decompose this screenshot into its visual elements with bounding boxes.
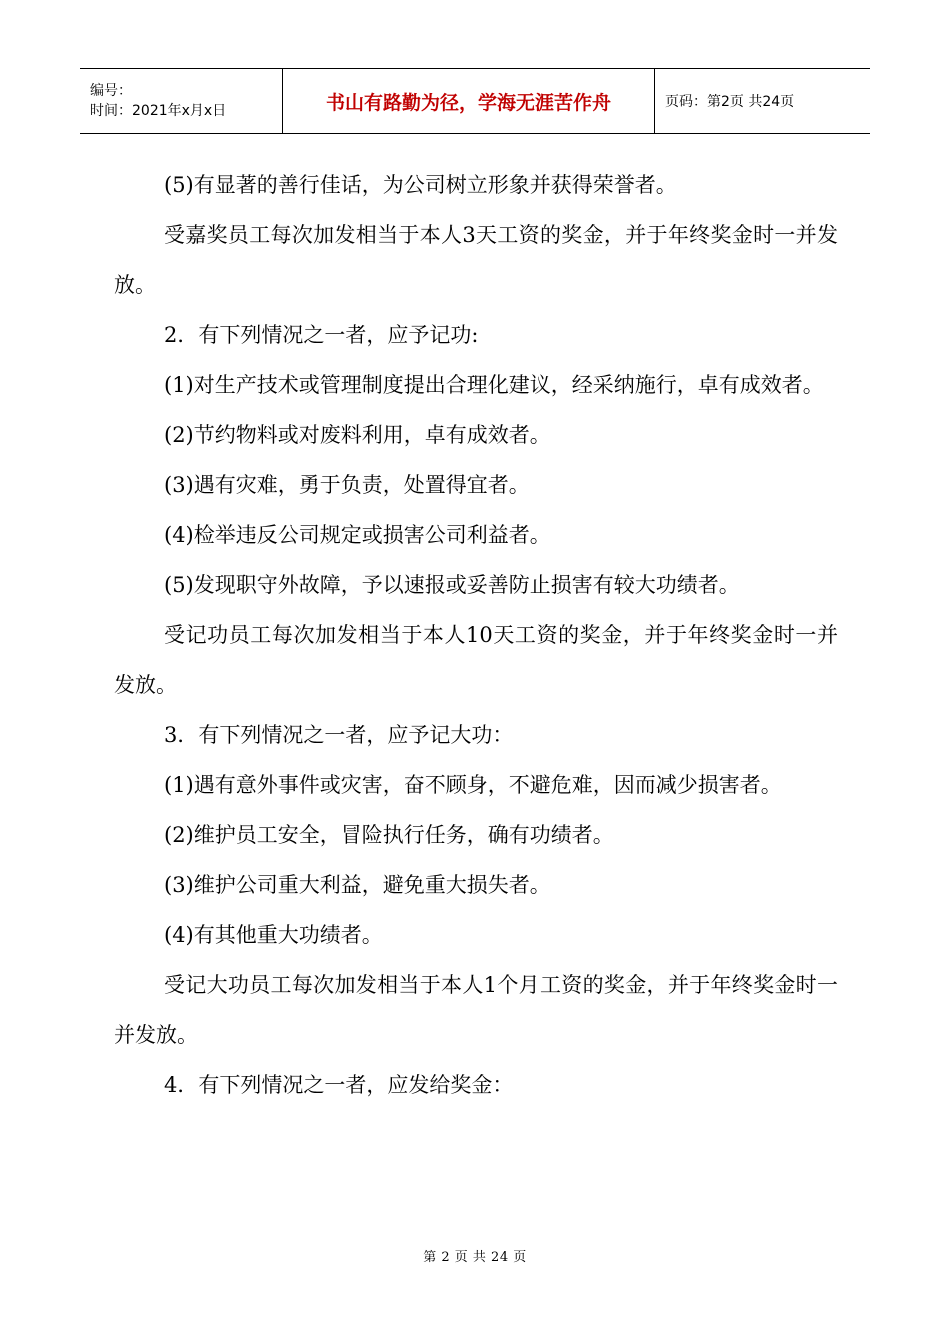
document-body bbox=[114, 160, 838, 1110]
header-motto bbox=[283, 69, 655, 133]
paragraph: 受记功员工每次加发相当于本人10天工资的奖金，并于年终奖金时一并发放。 bbox=[114, 623, 838, 697]
paragraph: 受嘉奖员工每次加发相当于本人3天工资的奖金，并于年终奖金时一并发放。 bbox=[114, 223, 838, 297]
paragraph: (2)维护员工安全，冒险执行任务，确有功绩者。 bbox=[164, 823, 614, 847]
paragraph: (2)节约物料或对废料利用，卓有成效者。 bbox=[164, 423, 551, 447]
paragraph: (4)检举违反公司规定或损害公司利益者。 bbox=[164, 523, 551, 547]
date-label: 时间：2021年x月x日 bbox=[90, 103, 227, 119]
page-header bbox=[80, 68, 870, 134]
footer-page-number: 第 2 页 共 24 页 bbox=[423, 1250, 527, 1265]
serial-number-label: 编号： bbox=[90, 83, 132, 99]
paragraph: (5)有显著的善行佳话，为公司树立形象并获得荣誉者。 bbox=[164, 173, 677, 197]
paragraph: 受记大功员工每次加发相当于本人1个月工资的奖金，并于年终奖金时一并发放。 bbox=[114, 973, 838, 1047]
page-footer bbox=[0, 1246, 950, 1265]
paragraph: 3．有下列情况之一者，应予记大功： bbox=[164, 723, 514, 747]
paragraph: (3)维护公司重大利益，避免重大损失者。 bbox=[164, 873, 551, 897]
paragraph: (3)遇有灾难，勇于负责，处置得宜者。 bbox=[164, 473, 530, 497]
motto-text: 书山有路勤为径，学海无涯苦作舟 bbox=[325, 91, 611, 114]
header-meta bbox=[80, 69, 283, 133]
paragraph: (1)遇有意外事件或灾害，奋不顾身，不避危难，因而减少损害者。 bbox=[164, 773, 782, 797]
paragraph: 2．有下列情况之一者，应予记功: bbox=[164, 323, 479, 347]
paragraph: (1)对生产技术或管理制度提出合理化建议，经采纳施行，卓有成效者。 bbox=[164, 373, 824, 397]
page-info-text: 页码：第2页 共24页 bbox=[665, 94, 795, 110]
paragraph: (5)发现职守外故障，予以速报或妥善防止损害有较大功绩者。 bbox=[164, 573, 740, 597]
paragraph: 4．有下列情况之一者，应发给奖金： bbox=[164, 1073, 514, 1097]
paragraph: (4)有其他重大功绩者。 bbox=[164, 923, 383, 947]
header-page-info bbox=[655, 69, 870, 133]
